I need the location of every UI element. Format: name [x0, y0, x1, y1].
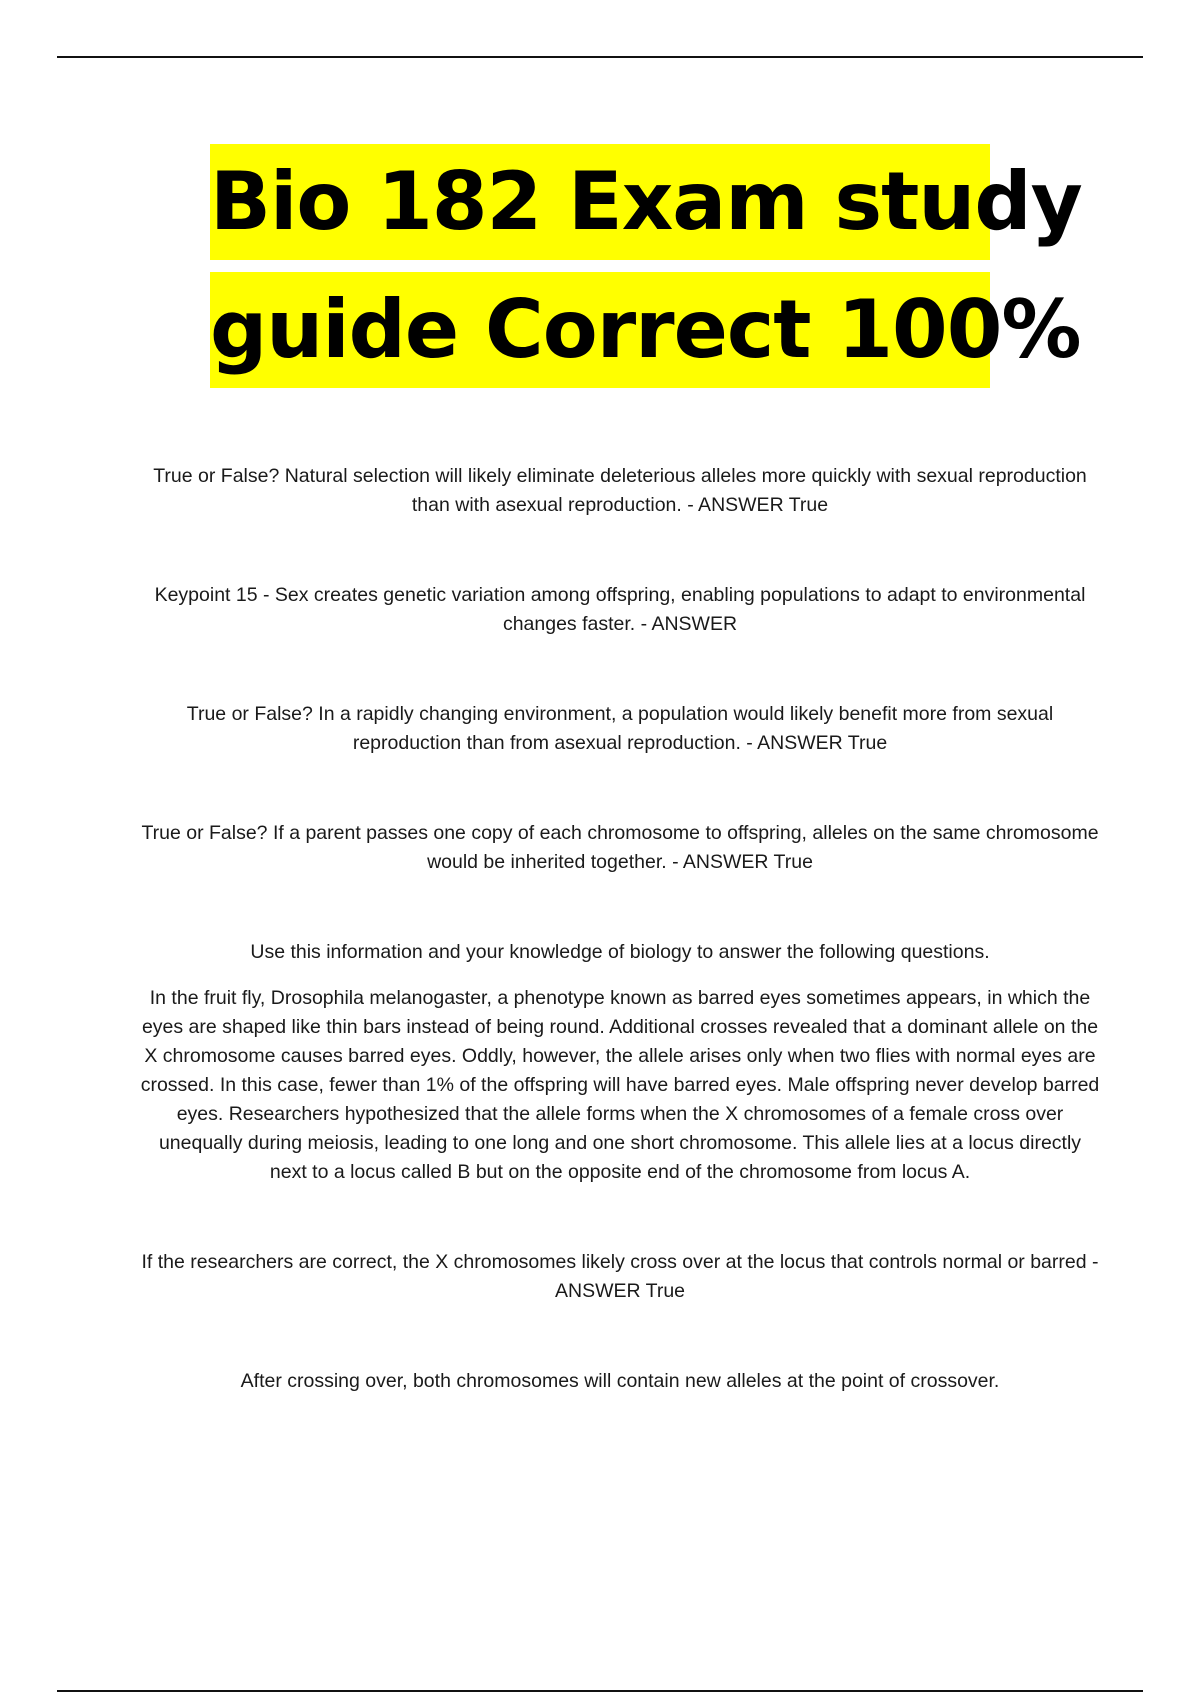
- question-paragraph: True or False? In a rapidly changing environment, a population would likely benefit more from sexual reproduction than from asexual reproduction. - ANSWER True: [186, 703, 1054, 754]
- scenario-paragraph: In the fruit fly, Drosophila melanogaster, a phenotype known as barred eyes sometimes appears, in which the eyes are shaped like thin bars instead of being round. Additional crosses revealed that a dominant allele on the X chromosome causes barred eyes. Oddly, however, the allele arises only when two flies with normal eyes are crossed. In this case, fewer than 1% of the offspring will have barred eyes. Male offspring never develop barred eyes. Researchers hypothesized that the allele forms when the X chromosomes of a female cross over unequally during meiosis, leading to one long and one short chromosome. This allele lies at a locus directly next to a locus called B but on the opposite end of the chromosome from locus A.: [140, 987, 1100, 1183]
- question-paragraph: True or False? If a parent passes one copy of each chromosome to offspring, alleles on the same chromosome would be inherited together. - ANSWER True: [141, 822, 1099, 873]
- instructions-paragraph: Use this information and your knowledge of biology to answer the following questions.: [250, 941, 990, 963]
- title-line-1: Bio 182 Exam study: [210, 144, 990, 260]
- title-line-2: guide Correct 100%: [210, 272, 990, 388]
- footer-rule: [57, 1690, 1143, 1692]
- question-paragraph: If the researchers are correct, the X chromosomes likely cross over at the locus that controls normal or barred - ANSWER True: [141, 1251, 1099, 1302]
- keypoint-paragraph: Keypoint 15 - Sex creates genetic variation among offspring, enabling populations to adapt to environmental changes faster. - ANSWER: [154, 584, 1086, 635]
- header-rule: [57, 56, 1143, 58]
- document-body: [140, 462, 1100, 1396]
- document-title: [0, 144, 1200, 388]
- statement-paragraph: After crossing over, both chromosomes will contain new alleles at the point of crossover.: [240, 1370, 1000, 1392]
- question-paragraph: True or False? Natural selection will likely eliminate deleterious alleles more quickly with sexual reproduction than with asexual reproduction. - ANSWER True: [153, 465, 1087, 516]
